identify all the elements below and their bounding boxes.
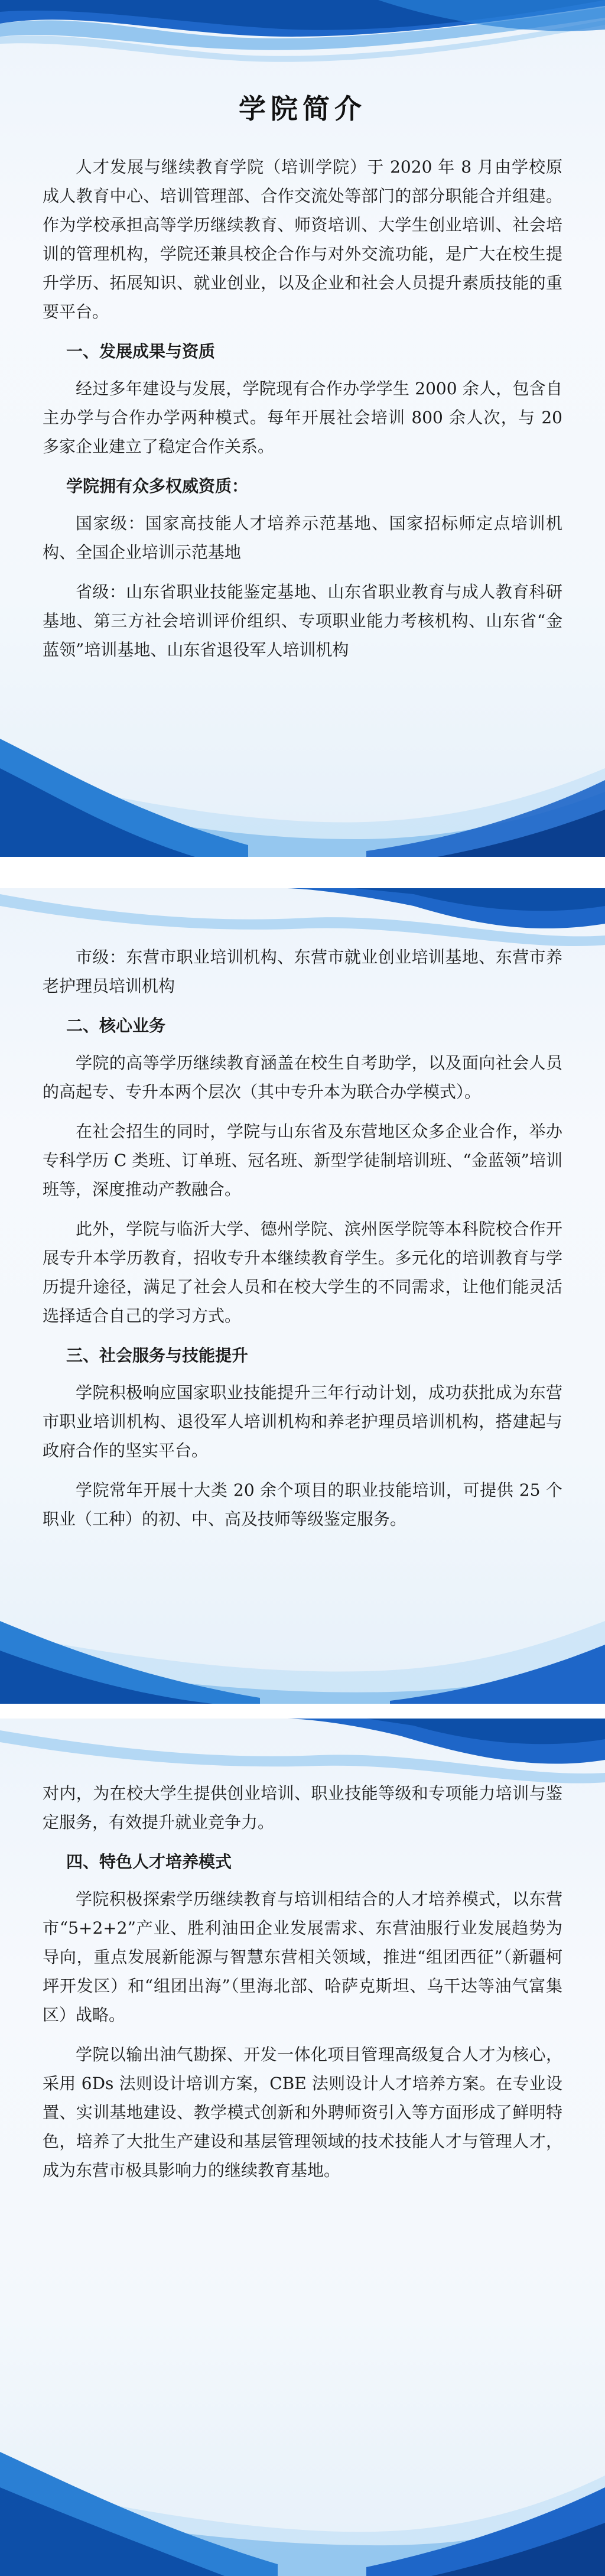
content-block-1 [43,152,562,675]
bottom-wave-decoration [0,703,605,857]
intro-paragraph: 人才发展与继续教育学院（培训学院）于 2020 年 8 月由学校原成人教育中心、培训管理部、合作交流处等部门的部分职能合并组建。作为学校承担高等学历继续教育、师资培训、大学生创业培训、社会培训的管理机构，学院还兼具校企合作与对外交流功能，是广大在校生提升学历、拓展知识、就业创业，以及企业和社会人员提升素质技能的重要平台。 [43,157,562,321]
bottom-wave-decoration [0,2399,605,2576]
section-2-heading: 二、核心业务 [66,1016,166,1035]
section-3-paragraph-1: 学院积极响应国家职业技能提升三年行动计划，成功获批成为东营市职业培训机构、退役军人培训机构和养老护理员培训机构，搭建起与政府合作的坚实平台。 [43,1383,562,1460]
content-block-2 [43,943,562,1544]
bottom-wave-decoration [0,1574,605,1704]
page-panel-1 [0,0,605,857]
section-1-heading: 一、发展成果与资质 [66,342,216,361]
page-title: 学院简介 [239,93,366,125]
qualifications-heading: 学院拥有众多权威资质： [66,476,249,496]
provincial-qualifications: 省级：山东省职业技能鉴定基地、山东省职业教育与成人教育科研基地、第三方社会培训评价组织、专项职业能力考核机构、山东省“金蓝领”培训基地、山东省退役军人培训机构 [43,582,562,660]
city-qualifications: 市级：东营市职业培训机构、东营市就业创业培训基地、东营市养老护理员培训机构 [43,947,562,996]
section-4-paragraph-2: 学院以输出油气勘探、开发一体化项目管理高级复合人才为核心，采用 6Ds 法则设计培训方案，CBE 法则设计人才培养方案。在专业设置、实训基地建设、教学模式创新和外聘师资引入等方面形成了鲜明特色，培养了大批生产建设和基层管理领域的技术技能人才与管理人才，成为东营市极具影响力的继续教育基地。 [43,2045,562,2180]
page-panel-2 [0,888,605,1704]
content-block-3 [43,1779,562,2195]
section-3-heading: 三、社会服务与技能提升 [66,1346,249,1365]
section-2-paragraph-1: 学院的高等学历继续教育涵盖在校生自考助学，以及面向社会人员的高起专、专升本两个层次（其中专升本为联合办学模式）。 [43,1053,562,1102]
top-wave-decoration [0,0,605,95]
national-qualifications: 国家级：国家高技能人才培养示范基地、国家招标师定点培训机构、全国企业培训示范基地 [43,514,562,562]
page-panel-3 [0,1719,605,2576]
section-2-paragraph-2: 在社会招生的同时，学院与山东省及东营地区众多企业合作，举办专科学历 C 类班、订单班、冠名班、新型学徒制培训班、“金蓝领”培训班等，深度推动产教融合。 [43,1122,562,1199]
section-3-paragraph-3: 对内，为在校大学生提供创业培训、职业技能等级和专项能力培训与鉴定服务，有效提升就业竞争力。 [43,1784,562,1832]
section-2-paragraph-3: 此外，学院与临沂大学、德州学院、滨州医学院等本科院校合作开展专升本学历教育，招收专升本继续教育学生。多元化的培训教育与学历提升途径，满足了社会人员和在校大学生的不同需求，让他们能灵活选择适合自己的学习方式。 [43,1219,562,1326]
section-4-heading: 四、特色人才培养模式 [66,1852,232,1872]
section-3-paragraph-2: 学院常年开展十大类 20 余个项目的职业技能培训，可提供 25 个职业（工种）的初、中、高及技师等级鉴定服务。 [43,1480,562,1529]
section-4-paragraph-1: 学院积极探索学历继续教育与培训相结合的人才培养模式，以东营市“5+2+2”产业、胜利油田企业发展需求、东营油服行业发展趋势为导向，重点发展新能源与智慧东营相关领域，推进“组团西征”（新疆柯坪开发区）和“组团出海”（里海北部、哈萨克斯坦、乌干达等油气富集区）战略。 [43,1889,562,2025]
section-1-paragraph-1: 经过多年建设与发展，学院现有合作办学学生 2000 余人，包含自主办学与合作办学两种模式。每年开展社会培训 800 余人次，与 20 多家企业建立了稳定合作关系。 [43,379,562,456]
